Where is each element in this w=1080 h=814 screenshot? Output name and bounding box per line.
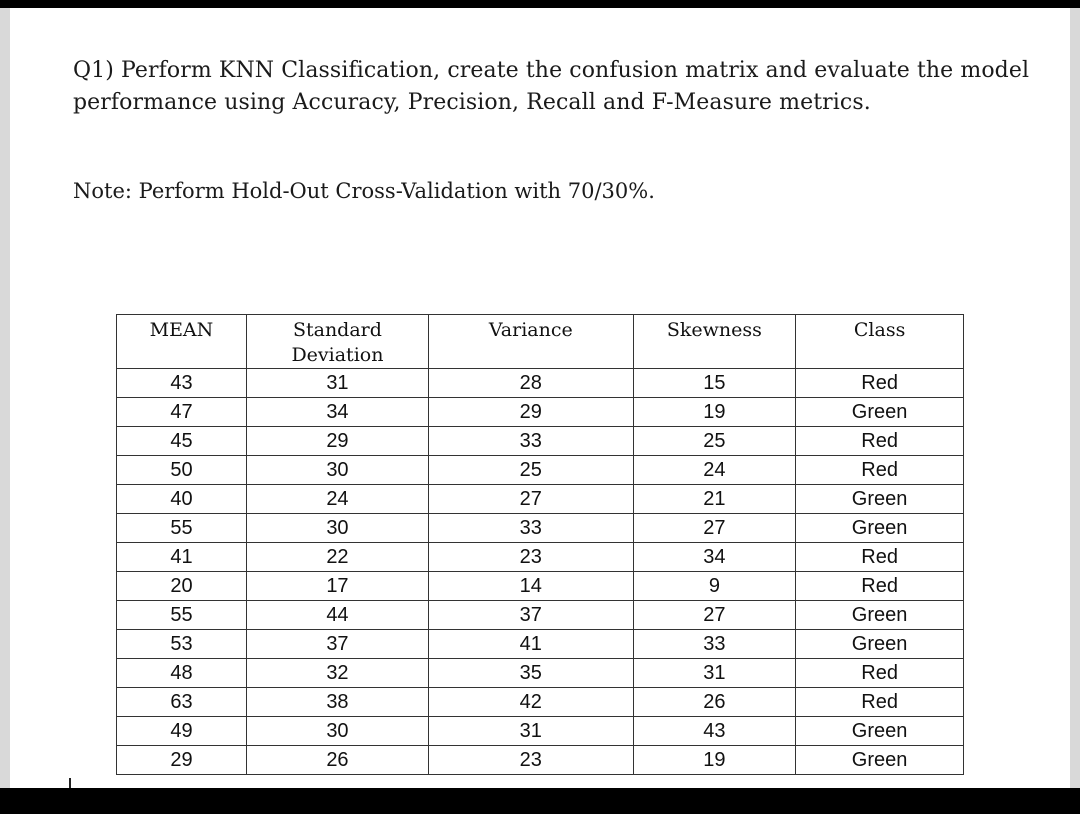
cell-standard-deviation: 22 (246, 543, 428, 572)
cell-standard-deviation: 31 (246, 369, 428, 398)
cell-standard-deviation: 24 (246, 485, 428, 514)
note-text: Note: Perform Hold-Out Cross-Validation with 70/30%. (73, 179, 655, 203)
question-line-2: performance using Accuracy, Precision, Recall and F-Measure metrics. (73, 90, 871, 115)
table-row (117, 717, 964, 746)
cell-skewness: 9 (633, 572, 796, 601)
cell-standard-deviation: 34 (246, 398, 428, 427)
cell-mean: 63 (117, 688, 247, 717)
cell-class: Red (796, 688, 964, 717)
table-row (117, 427, 964, 456)
cell-variance: 37 (428, 601, 633, 630)
header-variance: Variance (428, 315, 633, 369)
cell-standard-deviation: 32 (246, 659, 428, 688)
cell-skewness: 24 (633, 456, 796, 485)
cell-class: Green (796, 485, 964, 514)
cell-mean: 41 (117, 543, 247, 572)
cell-mean: 20 (117, 572, 247, 601)
cell-mean: 45 (117, 427, 247, 456)
data-table (116, 314, 964, 775)
cell-standard-deviation: 37 (246, 630, 428, 659)
header-std-line-2: Deviation (291, 344, 384, 366)
cell-skewness: 26 (633, 688, 796, 717)
cell-skewness: 33 (633, 630, 796, 659)
table-row (117, 746, 964, 775)
table-row (117, 659, 964, 688)
cell-standard-deviation: 30 (246, 717, 428, 746)
cell-skewness: 19 (633, 746, 796, 775)
table-body (117, 369, 964, 775)
cell-class: Red (796, 427, 964, 456)
cell-mean: 55 (117, 514, 247, 543)
cell-variance: 42 (428, 688, 633, 717)
cell-class: Green (796, 398, 964, 427)
header-standard-deviation (246, 315, 428, 369)
cell-standard-deviation: 38 (246, 688, 428, 717)
table-row (117, 630, 964, 659)
cell-mean: 43 (117, 369, 247, 398)
document-page (10, 8, 1070, 788)
cell-mean: 40 (117, 485, 247, 514)
bottom-black-bar (0, 788, 1080, 814)
cell-mean: 49 (117, 717, 247, 746)
cell-mean: 48 (117, 659, 247, 688)
cell-variance: 28 (428, 369, 633, 398)
cell-variance: 41 (428, 630, 633, 659)
cell-skewness: 27 (633, 514, 796, 543)
cell-standard-deviation: 17 (246, 572, 428, 601)
cell-variance: 33 (428, 514, 633, 543)
cell-class: Red (796, 369, 964, 398)
cell-class: Green (796, 717, 964, 746)
cell-mean: 47 (117, 398, 247, 427)
table-row (117, 514, 964, 543)
question-line-1: Q1) Perform KNN Classification, create the confusion matrix and evaluate the model (73, 58, 1030, 83)
table-row (117, 398, 964, 427)
table-row (117, 688, 964, 717)
cell-class: Green (796, 601, 964, 630)
cell-standard-deviation: 29 (246, 427, 428, 456)
cell-standard-deviation: 30 (246, 514, 428, 543)
table-row (117, 601, 964, 630)
cell-mean: 50 (117, 456, 247, 485)
cell-skewness: 15 (633, 369, 796, 398)
cell-variance: 35 (428, 659, 633, 688)
table-row (117, 485, 964, 514)
cell-class: Red (796, 572, 964, 601)
table-row (117, 456, 964, 485)
cell-variance: 33 (428, 427, 633, 456)
cell-class: Red (796, 543, 964, 572)
cell-variance: 25 (428, 456, 633, 485)
cell-skewness: 34 (633, 543, 796, 572)
cell-mean: 53 (117, 630, 247, 659)
cell-class: Red (796, 456, 964, 485)
text-cursor-mark (69, 778, 71, 788)
cell-mean: 29 (117, 746, 247, 775)
header-std-line-1: Standard (292, 319, 382, 341)
cell-variance: 29 (428, 398, 633, 427)
cell-skewness: 31 (633, 659, 796, 688)
cell-skewness: 25 (633, 427, 796, 456)
cell-class: Green (796, 514, 964, 543)
cell-skewness: 43 (633, 717, 796, 746)
table-row (117, 543, 964, 572)
cell-standard-deviation: 26 (246, 746, 428, 775)
right-page-border (1070, 8, 1080, 788)
cell-variance: 14 (428, 572, 633, 601)
header-skewness: Skewness (633, 315, 796, 369)
left-page-border (0, 8, 10, 788)
cell-variance: 23 (428, 746, 633, 775)
cell-standard-deviation: 44 (246, 601, 428, 630)
table-row (117, 369, 964, 398)
cell-class: Green (796, 746, 964, 775)
cell-variance: 27 (428, 485, 633, 514)
header-class: Class (796, 315, 964, 369)
cell-class: Green (796, 630, 964, 659)
cell-skewness: 27 (633, 601, 796, 630)
header-mean: MEAN (117, 315, 247, 369)
question-text (73, 55, 1033, 119)
cell-mean: 55 (117, 601, 247, 630)
cell-variance: 23 (428, 543, 633, 572)
cell-variance: 31 (428, 717, 633, 746)
table-header-row (117, 315, 964, 369)
cell-standard-deviation: 30 (246, 456, 428, 485)
table-row (117, 572, 964, 601)
cell-class: Red (796, 659, 964, 688)
cell-skewness: 19 (633, 398, 796, 427)
cell-skewness: 21 (633, 485, 796, 514)
